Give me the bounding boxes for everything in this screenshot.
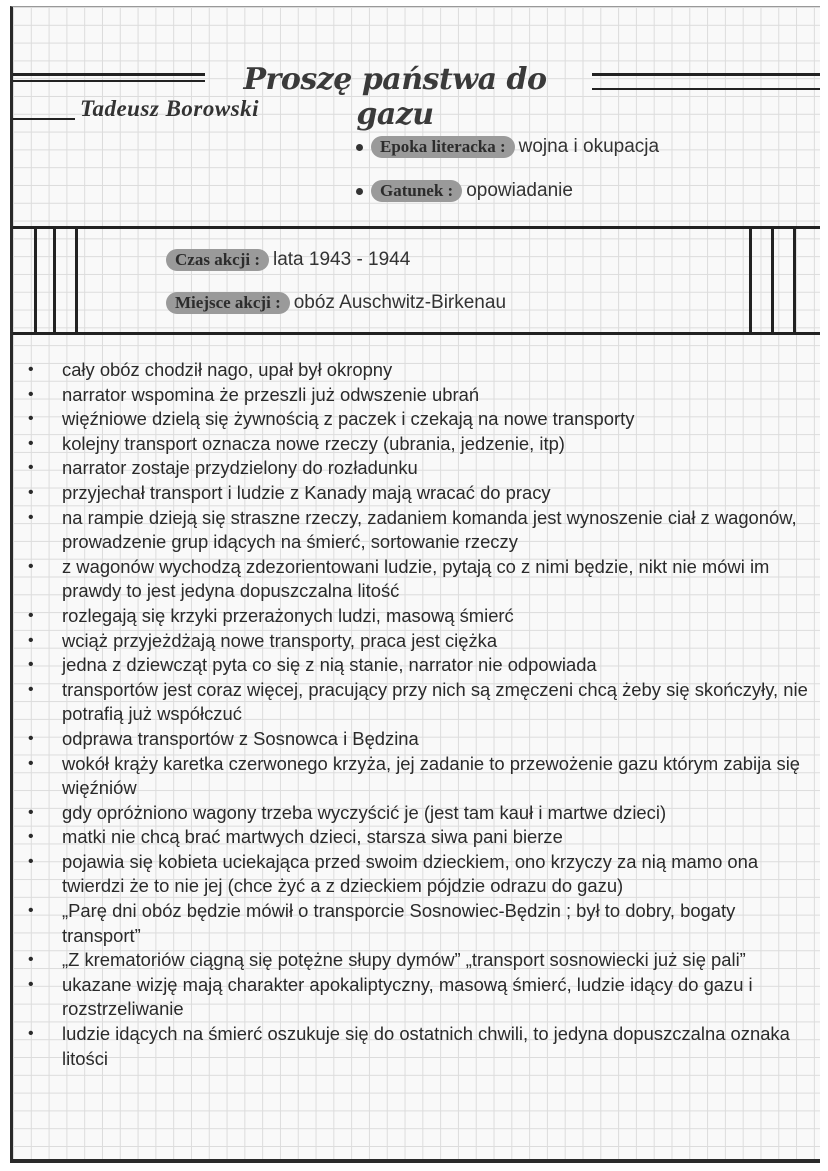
list-item: • więźniowe dzielą się żywnością z paczek i czekają na nowe transporty xyxy=(28,407,818,432)
author-underline xyxy=(13,118,75,120)
miejsce-value: obóz Auschwitz-Birkenau xyxy=(293,292,507,313)
meta-gatunek xyxy=(356,180,573,202)
epoka-value: wojna i okupacja xyxy=(518,136,660,157)
page-title: Proszę państwa do gazu xyxy=(243,62,547,132)
box-left-bar-3 xyxy=(75,229,78,332)
box-right-bar-3 xyxy=(793,229,796,332)
list-item: • narrator wspomina że przeszli już odwszenie ubrań xyxy=(28,383,818,408)
box-left-bar-1 xyxy=(34,229,37,332)
miejsce-label: Miejsce akcji : xyxy=(166,292,290,314)
box-left-bar-2 xyxy=(53,229,56,332)
list-item: • jedna z dziewcząt pyta co się z nią stanie, narrator nie odpowiada xyxy=(28,653,818,678)
title-rule-left-lower xyxy=(13,80,205,82)
czas-value: lata 1943 - 1944 xyxy=(272,249,411,270)
list-item: • przyjechał transport i ludzie z Kanady mają wracać do pracy xyxy=(28,481,818,506)
list-item: • „Z krematoriów ciągną się potężne słupy dymów” „transport sosnowiecki już się pali” xyxy=(28,948,818,973)
title-rule-right-lower xyxy=(592,88,820,90)
list-item: • gdy opróżniono wagony trzeba wyczyścić je (jest tam kauł i martwe dzieci) xyxy=(28,801,818,826)
box-bottom-rule xyxy=(13,332,820,335)
list-item: • transportów jest coraz więcej, pracujący przy nich są zmęczeni chcą żeby się skończyły, nie potrafią już współczuć xyxy=(28,678,818,727)
list-item: • wokół krąży karetka czerwonego krzyża, jej zadanie to przewożenie gazu którym zabija się więźniów xyxy=(28,752,818,801)
box-right-bar-2 xyxy=(771,229,774,332)
box-top-rule xyxy=(13,226,820,229)
list-item: • wciąż przyjeżdżają nowe transporty, praca jest ciężka xyxy=(28,629,818,654)
list-item: • narrator zostaje przydzielony do rozładunku xyxy=(28,456,818,481)
czas-label: Czas akcji : xyxy=(166,249,269,271)
list-item: • pojawia się kobieta uciekająca przed swoim dzieckiem, ono krzyczy za nią mamo ona twierdzi że to nie jej (chce żyć a z dzieckiem pójdzie odrazu do gazu) xyxy=(28,850,818,899)
title-rule-right-upper xyxy=(592,73,820,76)
author-name: Tadeusz Borowski xyxy=(80,96,260,121)
meta-epoka xyxy=(356,136,659,158)
list-item: • na rampie dzieją się straszne rzeczy, zadaniem komanda jest wynoszenie ciał z wagonów, prowadzenie grup idących na śmierć, sortowanie rzeczy xyxy=(28,506,818,555)
list-item: • cały obóz chodził nago, upał był okropny xyxy=(28,358,818,383)
list-item: • ukazane wizję mają charakter apokaliptyczny, masową śmierć, ludzie idący do gazu i rozstrzeliwanie xyxy=(28,973,818,1022)
epoka-label: Epoka literacka : xyxy=(371,136,515,158)
list-item: • ludzie idących na śmierć oszukuje się do ostatnich chwili, to jedyna dopuszczalna oznaka litości xyxy=(28,1022,818,1071)
summary-list xyxy=(28,358,818,1071)
list-item: • rozlegają się krzyki przerażonych ludzi, masową śmierć xyxy=(28,604,818,629)
list-item: • odprawa transportów z Sosnowca i Będzina xyxy=(28,727,818,752)
list-item: • „Parę dni obóz będzie mówił o transporcie Sosnowiec-Będzin ; był to dobry, bogaty transport” xyxy=(28,899,818,948)
meta-czas xyxy=(166,249,410,271)
meta-miejsce xyxy=(166,292,506,314)
list-item: • kolejny transport oznacza nowe rzeczy (ubrania, jedzenie, itp) xyxy=(28,432,818,457)
list-item: • z wagonów wychodzą zdezorientowani ludzie, pytają co z nimi będzie, nikt nie mówi im prawdy to jest jedyna dopuszczalna litość xyxy=(28,555,818,604)
title-rule-left-upper xyxy=(13,73,205,76)
gatunek-label: Gatunek : xyxy=(371,180,462,202)
bullet-dot xyxy=(356,144,363,151)
box-right-bar-1 xyxy=(749,229,752,332)
list-item: • matki nie chcą brać martwych dzieci, starsza siwa pani bierze xyxy=(28,825,818,850)
bullet-dot xyxy=(356,188,363,195)
gatunek-value: opowiadanie xyxy=(466,180,573,201)
